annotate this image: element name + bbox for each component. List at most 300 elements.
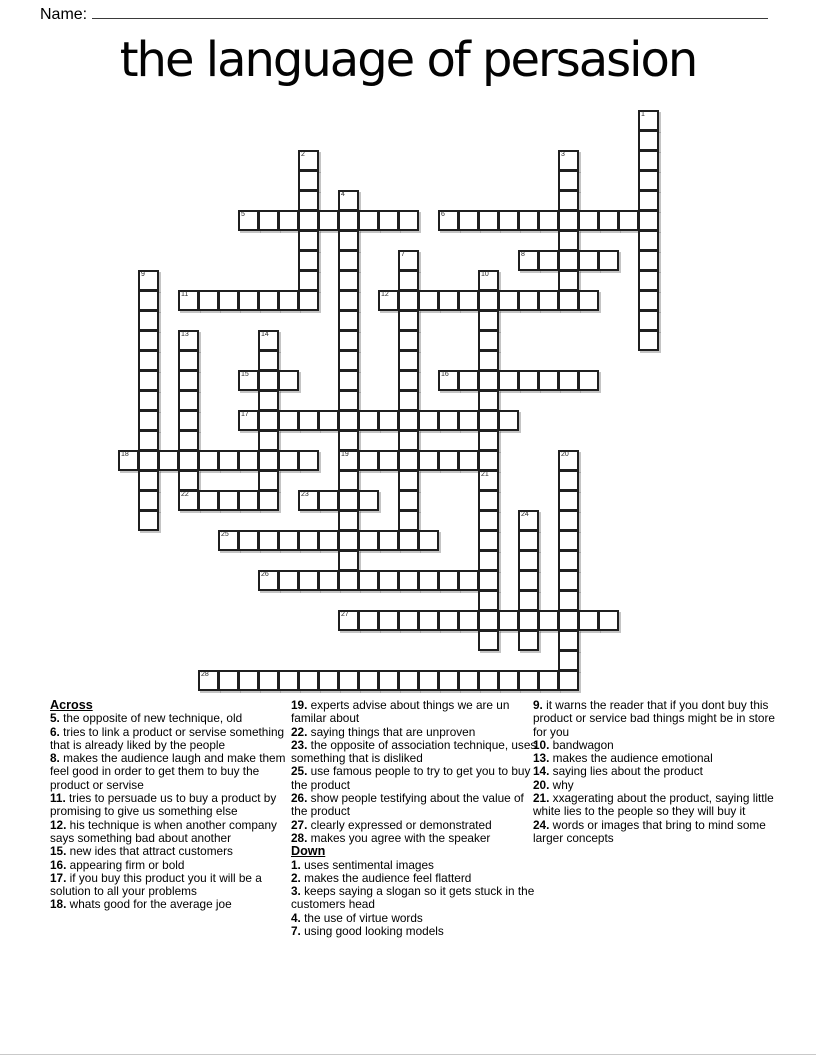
grid-cell-r8c11[interactable] <box>338 270 359 291</box>
grid-cell-r19c1[interactable] <box>138 490 159 511</box>
grid-cell-r17c2[interactable] <box>158 450 179 471</box>
cell-number-11: 11 <box>181 291 189 298</box>
grid-cell-r21c14[interactable] <box>398 530 419 551</box>
grid-cell-r8c1[interactable] <box>138 270 159 291</box>
grid-cell-r15c8[interactable] <box>278 410 299 431</box>
grid-cell-r5c20[interactable] <box>518 210 539 231</box>
grid-cell-r5c26[interactable] <box>638 210 659 231</box>
grid-cell-r21c10[interactable] <box>318 530 339 551</box>
grid-cell-r19c4[interactable] <box>198 490 219 511</box>
grid-cell-r13c16[interactable] <box>438 370 459 391</box>
grid-cell-r19c7[interactable] <box>258 490 279 511</box>
grid-cell-r18c18[interactable] <box>478 470 499 491</box>
grid-cell-r20c1[interactable] <box>138 510 159 531</box>
grid-cell-r26c22[interactable] <box>558 630 579 651</box>
grid-cell-r18c1[interactable] <box>138 470 159 491</box>
grid-cell-r22c22[interactable] <box>558 550 579 571</box>
grid-cell-r21c18[interactable] <box>478 530 499 551</box>
grid-cell-r9c19[interactable] <box>498 290 519 311</box>
grid-cell-r16c14[interactable] <box>398 430 419 451</box>
grid-cell-r21c15[interactable] <box>418 530 439 551</box>
grid-cell-r16c3[interactable] <box>178 430 199 451</box>
grid-cell-r12c3[interactable] <box>178 350 199 371</box>
grid-cell-r9c7[interactable] <box>258 290 279 311</box>
clue-number: 22. <box>291 724 308 739</box>
grid-cell-r15c6[interactable] <box>238 410 259 431</box>
grid-cell-r28c4[interactable] <box>198 670 219 691</box>
clue-number: 7. <box>291 924 301 939</box>
grid-cell-r17c15[interactable] <box>418 450 439 471</box>
clue-number: 11. <box>50 791 66 806</box>
grid-cell-r23c15[interactable] <box>418 570 439 591</box>
grid-cell-r17c7[interactable] <box>258 450 279 471</box>
grid-cell-r11c14[interactable] <box>398 330 419 351</box>
grid-cell-r5c24[interactable] <box>598 210 619 231</box>
grid-cell-r25c19[interactable] <box>498 610 519 631</box>
grid-cell-r9c20[interactable] <box>518 290 539 311</box>
grid-cell-r12c18[interactable] <box>478 350 499 371</box>
grid-cell-r10c14[interactable] <box>398 310 419 331</box>
grid-cell-r6c9[interactable] <box>298 230 319 251</box>
grid-cell-r28c19[interactable] <box>498 670 519 691</box>
cell-number-1: 1 <box>641 111 645 118</box>
grid-cell-r23c12[interactable] <box>358 570 379 591</box>
grid-cell-r17c8[interactable] <box>278 450 299 471</box>
grid-cell-r16c11[interactable] <box>338 430 359 451</box>
grid-cell-r25c16[interactable] <box>438 610 459 631</box>
grid-cell-r15c14[interactable] <box>398 410 419 431</box>
grid-cell-r16c1[interactable] <box>138 430 159 451</box>
grid-cell-r5c25[interactable] <box>618 210 639 231</box>
grid-cell-r28c14[interactable] <box>398 670 419 691</box>
clue-item-10: 10. bandwagon <box>533 737 614 752</box>
grid-cell-r25c20[interactable] <box>518 610 539 631</box>
grid-cell-r13c3[interactable] <box>178 370 199 391</box>
grid-cell-r8c22[interactable] <box>558 270 579 291</box>
grid-cell-r21c6[interactable] <box>238 530 259 551</box>
grid-cell-r4c11[interactable] <box>338 190 359 211</box>
grid-cell-r8c26[interactable] <box>638 270 659 291</box>
grid-cell-r19c9[interactable] <box>298 490 319 511</box>
grid-cell-r17c17[interactable] <box>458 450 479 471</box>
grid-cell-r5c8[interactable] <box>278 210 299 231</box>
grid-cell-r21c9[interactable] <box>298 530 319 551</box>
cell-number-2: 2 <box>301 151 305 158</box>
grid-cell-r14c7[interactable] <box>258 390 279 411</box>
grid-cell-r2c9[interactable] <box>298 150 319 171</box>
grid-cell-r21c20[interactable] <box>518 530 539 551</box>
grid-cell-r23c20[interactable] <box>518 570 539 591</box>
grid-cell-r23c16[interactable] <box>438 570 459 591</box>
grid-cell-r9c23[interactable] <box>578 290 599 311</box>
grid-cell-r28c17[interactable] <box>458 670 479 691</box>
grid-cell-r14c11[interactable] <box>338 390 359 411</box>
grid-cell-r25c11[interactable] <box>338 610 359 631</box>
cell-number-19: 19 <box>341 451 349 458</box>
grid-cell-r12c11[interactable] <box>338 350 359 371</box>
page-edge-line <box>0 1054 816 1055</box>
clue-number: 14. <box>533 764 550 779</box>
grid-cell-r19c3[interactable] <box>178 490 199 511</box>
grid-cell-r20c11[interactable] <box>338 510 359 531</box>
grid-cell-r25c13[interactable] <box>378 610 399 631</box>
grid-cell-r11c7[interactable] <box>258 330 279 351</box>
clue-item-19: 19. experts advise about things we are un familar about <box>291 698 510 726</box>
cell-number-12: 12 <box>381 291 389 298</box>
grid-cell-r11c18[interactable] <box>478 330 499 351</box>
grid-cell-r14c14[interactable] <box>398 390 419 411</box>
clue-number: 27. <box>291 817 308 832</box>
grid-cell-r28c18[interactable] <box>478 670 499 691</box>
grid-cell-r13c6[interactable] <box>238 370 259 391</box>
grid-cell-r25c24[interactable] <box>598 610 619 631</box>
grid-cell-r28c13[interactable] <box>378 670 399 691</box>
grid-cell-r7c20[interactable] <box>518 250 539 271</box>
grid-cell-r9c17[interactable] <box>458 290 479 311</box>
grid-cell-r19c12[interactable] <box>358 490 379 511</box>
grid-cell-r11c3[interactable] <box>178 330 199 351</box>
clue-item-23: 23. the opposite of association technique, uses something that is disliked <box>291 737 537 766</box>
grid-cell-r4c22[interactable] <box>558 190 579 211</box>
grid-cell-r15c9[interactable] <box>298 410 319 431</box>
grid-cell-r4c9[interactable] <box>298 190 319 211</box>
grid-cell-r5c14[interactable] <box>398 210 419 231</box>
grid-cell-r14c1[interactable] <box>138 390 159 411</box>
grid-cell-r5c6[interactable] <box>238 210 259 231</box>
grid-cell-r17c13[interactable] <box>378 450 399 471</box>
clue-item-1: 1. uses sentimental images <box>291 857 434 872</box>
grid-cell-r7c9[interactable] <box>298 250 319 271</box>
grid-cell-r13c18[interactable] <box>478 370 499 391</box>
grid-cell-r9c14[interactable] <box>398 290 419 311</box>
grid-cell-r10c18[interactable] <box>478 310 499 331</box>
grid-cell-r6c22[interactable] <box>558 230 579 251</box>
grid-cell-r11c11[interactable] <box>338 330 359 351</box>
clue-item-21: 21. xxagerating about the product, saying little white lies to the people so they will buy it <box>533 791 774 819</box>
clue-number: 18. <box>50 897 67 912</box>
grid-cell-r28c9[interactable] <box>298 670 319 691</box>
grid-cell-r13c22[interactable] <box>558 370 579 391</box>
grid-cell-r21c12[interactable] <box>358 530 379 551</box>
cell-number-3: 3 <box>561 151 565 158</box>
grid-cell-r7c24[interactable] <box>598 250 619 271</box>
grid-cell-r25c17[interactable] <box>458 610 479 631</box>
grid-cell-r23c9[interactable] <box>298 570 319 591</box>
grid-cell-r18c11[interactable] <box>338 470 359 491</box>
grid-cell-r12c1[interactable] <box>138 350 159 371</box>
grid-cell-r25c15[interactable] <box>418 610 439 631</box>
grid-cell-r9c4[interactable] <box>198 290 219 311</box>
grid-cell-r26c18[interactable] <box>478 630 499 651</box>
grid-cell-r17c0[interactable] <box>118 450 139 471</box>
grid-cell-r21c13[interactable] <box>378 530 399 551</box>
grid-cell-r17c12[interactable] <box>358 450 379 471</box>
clue-number: 2. <box>291 870 301 885</box>
grid-cell-r15c17[interactable] <box>458 410 479 431</box>
grid-cell-r28c15[interactable] <box>418 670 439 691</box>
grid-cell-r28c22[interactable] <box>558 670 579 691</box>
grid-cell-r22c11[interactable] <box>338 550 359 571</box>
grid-cell-r19c11[interactable] <box>338 490 359 511</box>
grid-cell-r21c8[interactable] <box>278 530 299 551</box>
clue-number: 8. <box>50 751 60 766</box>
grid-cell-r28c6[interactable] <box>238 670 259 691</box>
grid-cell-r13c17[interactable] <box>458 370 479 391</box>
grid-cell-r7c23[interactable] <box>578 250 599 271</box>
grid-cell-r1c26[interactable] <box>638 130 659 151</box>
clue-item-5: 5. the opposite of new technique, old <box>50 711 243 726</box>
clue-number: 24. <box>533 817 550 832</box>
grid-cell-r13c19[interactable] <box>498 370 519 391</box>
grid-cell-r25c18[interactable] <box>478 610 499 631</box>
grid-cell-r23c14[interactable] <box>398 570 419 591</box>
grid-cell-r24c20[interactable] <box>518 590 539 611</box>
grid-cell-r9c18[interactable] <box>478 290 499 311</box>
grid-cell-r23c18[interactable] <box>478 570 499 591</box>
grid-cell-r19c18[interactable] <box>478 490 499 511</box>
cell-number-25: 25 <box>221 531 229 538</box>
grid-cell-r15c11[interactable] <box>338 410 359 431</box>
grid-cell-r19c6[interactable] <box>238 490 259 511</box>
clue-number: 16. <box>50 857 67 872</box>
grid-cell-r9c21[interactable] <box>538 290 559 311</box>
grid-cell-r20c20[interactable] <box>518 510 539 531</box>
grid-cell-r25c12[interactable] <box>358 610 379 631</box>
grid-cell-r26c20[interactable] <box>518 630 539 651</box>
grid-cell-r28c11[interactable] <box>338 670 359 691</box>
grid-cell-r17c16[interactable] <box>438 450 459 471</box>
grid-cell-r21c22[interactable] <box>558 530 579 551</box>
grid-cell-r23c10[interactable] <box>318 570 339 591</box>
grid-cell-r23c8[interactable] <box>278 570 299 591</box>
grid-cell-r14c18[interactable] <box>478 390 499 411</box>
grid-cell-r9c1[interactable] <box>138 290 159 311</box>
grid-cell-r3c26[interactable] <box>638 170 659 191</box>
grid-cell-r27c22[interactable] <box>558 650 579 671</box>
grid-cell-r23c13[interactable] <box>378 570 399 591</box>
grid-cell-r7c22[interactable] <box>558 250 579 271</box>
clue-number: 5. <box>50 711 60 726</box>
grid-cell-r20c22[interactable] <box>558 510 579 531</box>
clue-item-12: 12. his technique is when another company says something bad about another <box>50 817 277 845</box>
grid-cell-r19c14[interactable] <box>398 490 419 511</box>
grid-cell-r5c21[interactable] <box>538 210 559 231</box>
grid-cell-r17c1[interactable] <box>138 450 159 471</box>
grid-cell-r25c14[interactable] <box>398 610 419 631</box>
grid-cell-r8c18[interactable] <box>478 270 499 291</box>
cell-number-15: 15 <box>241 371 249 378</box>
grid-cell-r17c6[interactable] <box>238 450 259 471</box>
grid-cell-r28c7[interactable] <box>258 670 279 691</box>
grid-cell-r5c7[interactable] <box>258 210 279 231</box>
grid-cell-r28c8[interactable] <box>278 670 299 691</box>
name-blank-line[interactable] <box>92 5 768 19</box>
grid-cell-r28c12[interactable] <box>358 670 379 691</box>
grid-cell-r17c18[interactable] <box>478 450 499 471</box>
grid-cell-r15c7[interactable] <box>258 410 279 431</box>
grid-cell-r18c22[interactable] <box>558 470 579 491</box>
grid-cell-r15c18[interactable] <box>478 410 499 431</box>
grid-cell-r9c9[interactable] <box>298 290 319 311</box>
clue-item-11: 11. tries to persuade us to buy a product by promising to give us something else <box>50 791 277 819</box>
grid-cell-r11c26[interactable] <box>638 330 659 351</box>
clue-number: 19. <box>291 698 308 712</box>
grid-cell-r9c5[interactable] <box>218 290 239 311</box>
grid-cell-r28c5[interactable] <box>218 670 239 691</box>
grid-cell-r15c15[interactable] <box>418 410 439 431</box>
grid-cell-r9c8[interactable] <box>278 290 299 311</box>
grid-cell-r21c5[interactable] <box>218 530 239 551</box>
grid-cell-r24c22[interactable] <box>558 590 579 611</box>
grid-cell-r15c13[interactable] <box>378 410 399 431</box>
grid-cell-r3c9[interactable] <box>298 170 319 191</box>
grid-cell-r13c14[interactable] <box>398 370 419 391</box>
clue-number: 3. <box>291 884 301 899</box>
grid-cell-r13c1[interactable] <box>138 370 159 391</box>
grid-cell-r20c14[interactable] <box>398 510 419 531</box>
clue-item-22: 22. saying things that are unproven <box>291 724 476 739</box>
grid-cell-r5c16[interactable] <box>438 210 459 231</box>
grid-cell-r7c14[interactable] <box>398 250 419 271</box>
grid-cell-r5c12[interactable] <box>358 210 379 231</box>
clue-item-16: 16. appearing firm or bold <box>50 857 185 872</box>
grid-cell-r7c26[interactable] <box>638 250 659 271</box>
clue-item-4: 4. the use of virtue words <box>291 910 423 925</box>
clue-number: 9. <box>533 698 543 712</box>
grid-cell-r5c23[interactable] <box>578 210 599 231</box>
grid-cell-r9c6[interactable] <box>238 290 259 311</box>
cell-number-18: 18 <box>121 451 129 458</box>
clue-item-27: 27. clearly expressed or demonstrated <box>291 817 492 832</box>
grid-cell-r6c11[interactable] <box>338 230 359 251</box>
grid-cell-r28c21[interactable] <box>538 670 559 691</box>
grid-cell-r18c7[interactable] <box>258 470 279 491</box>
grid-cell-r15c3[interactable] <box>178 410 199 431</box>
grid-cell-r16c18[interactable] <box>478 430 499 451</box>
grid-cell-r15c16[interactable] <box>438 410 459 431</box>
grid-cell-r9c11[interactable] <box>338 290 359 311</box>
grid-cell-r5c11[interactable] <box>338 210 359 231</box>
grid-cell-r5c13[interactable] <box>378 210 399 231</box>
grid-cell-r25c21[interactable] <box>538 610 559 631</box>
clue-item-18: 18. whats good for the average joe <box>50 897 232 912</box>
grid-cell-r17c14[interactable] <box>398 450 419 471</box>
grid-cell-r11c1[interactable] <box>138 330 159 351</box>
grid-cell-r13c21[interactable] <box>538 370 559 391</box>
grid-cell-r13c20[interactable] <box>518 370 539 391</box>
grid-cell-r2c22[interactable] <box>558 150 579 171</box>
grid-cell-r28c16[interactable] <box>438 670 459 691</box>
clue-item-24: 24. words or images that bring to mind some larger concepts <box>533 817 766 845</box>
grid-cell-r5c19[interactable] <box>498 210 519 231</box>
grid-cell-r19c5[interactable] <box>218 490 239 511</box>
grid-cell-r19c10[interactable] <box>318 490 339 511</box>
clue-number: 4. <box>291 910 301 925</box>
grid-cell-r3c22[interactable] <box>558 170 579 191</box>
grid-cell-r15c10[interactable] <box>318 410 339 431</box>
grid-cell-r2c26[interactable] <box>638 150 659 171</box>
grid-cell-r9c22[interactable] <box>558 290 579 311</box>
grid-cell-r8c14[interactable] <box>398 270 419 291</box>
grid-cell-r5c9[interactable] <box>298 210 319 231</box>
grid-cell-r9c3[interactable] <box>178 290 199 311</box>
cell-number-20: 20 <box>561 451 569 458</box>
grid-cell-r28c20[interactable] <box>518 670 539 691</box>
grid-cell-r22c18[interactable] <box>478 550 499 571</box>
grid-cell-r7c11[interactable] <box>338 250 359 271</box>
grid-cell-r5c22[interactable] <box>558 210 579 231</box>
grid-cell-r23c22[interactable] <box>558 570 579 591</box>
grid-cell-r23c17[interactable] <box>458 570 479 591</box>
grid-cell-r15c12[interactable] <box>358 410 379 431</box>
grid-cell-r22c20[interactable] <box>518 550 539 571</box>
grid-cell-r23c7[interactable] <box>258 570 279 591</box>
grid-cell-r21c11[interactable] <box>338 530 359 551</box>
puzzle-title: the language of persasion <box>119 32 697 88</box>
grid-cell-r9c13[interactable] <box>378 290 399 311</box>
grid-cell-r5c10[interactable] <box>318 210 339 231</box>
clue-number: 20. <box>533 777 550 792</box>
cell-number-27: 27 <box>341 611 349 618</box>
grid-cell-r9c15[interactable] <box>418 290 439 311</box>
grid-cell-r5c18[interactable] <box>478 210 499 231</box>
grid-cell-r13c23[interactable] <box>578 370 599 391</box>
grid-cell-r4c26[interactable] <box>638 190 659 211</box>
clue-number: 21. <box>533 791 550 806</box>
grid-cell-r18c14[interactable] <box>398 470 419 491</box>
grid-cell-r25c23[interactable] <box>578 610 599 631</box>
grid-cell-r18c3[interactable] <box>178 470 199 491</box>
grid-cell-r17c4[interactable] <box>198 450 219 471</box>
grid-cell-r17c11[interactable] <box>338 450 359 471</box>
grid-cell-r15c1[interactable] <box>138 410 159 431</box>
grid-cell-r0c26[interactable] <box>638 110 659 131</box>
grid-cell-r9c16[interactable] <box>438 290 459 311</box>
grid-cell-r16c7[interactable] <box>258 430 279 451</box>
grid-cell-r17c22[interactable] <box>558 450 579 471</box>
grid-cell-r10c11[interactable] <box>338 310 359 331</box>
grid-cell-r8c9[interactable] <box>298 270 319 291</box>
grid-cell-r20c18[interactable] <box>478 510 499 531</box>
grid-cell-r28c10[interactable] <box>318 670 339 691</box>
grid-cell-r17c3[interactable] <box>178 450 199 471</box>
grid-cell-r10c1[interactable] <box>138 310 159 331</box>
grid-cell-r13c11[interactable] <box>338 370 359 391</box>
grid-cell-r13c8[interactable] <box>278 370 299 391</box>
cell-number-7: 7 <box>401 251 405 258</box>
grid-cell-r25c22[interactable] <box>558 610 579 631</box>
grid-cell-r19c22[interactable] <box>558 490 579 511</box>
clue-item-17: 17. if you buy this product you it will be a solution to all your problems <box>50 870 262 899</box>
grid-cell-r24c18[interactable] <box>478 590 499 611</box>
grid-cell-r13c7[interactable] <box>258 370 279 391</box>
grid-cell-r17c5[interactable] <box>218 450 239 471</box>
grid-cell-r21c7[interactable] <box>258 530 279 551</box>
clue-item-15: 15. new ides that attract customers <box>50 844 233 859</box>
grid-cell-r5c17[interactable] <box>458 210 479 231</box>
grid-cell-r10c26[interactable] <box>638 310 659 331</box>
grid-cell-r7c21[interactable] <box>538 250 559 271</box>
grid-cell-r14c3[interactable] <box>178 390 199 411</box>
grid-cell-r23c11[interactable] <box>338 570 359 591</box>
grid-cell-r12c14[interactable] <box>398 350 419 371</box>
grid-cell-r15c19[interactable] <box>498 410 519 431</box>
grid-cell-r12c7[interactable] <box>258 350 279 371</box>
grid-cell-r6c26[interactable] <box>638 230 659 251</box>
grid-cell-r9c26[interactable] <box>638 290 659 311</box>
clue-number: 13. <box>533 751 550 766</box>
grid-cell-r17c9[interactable] <box>298 450 319 471</box>
